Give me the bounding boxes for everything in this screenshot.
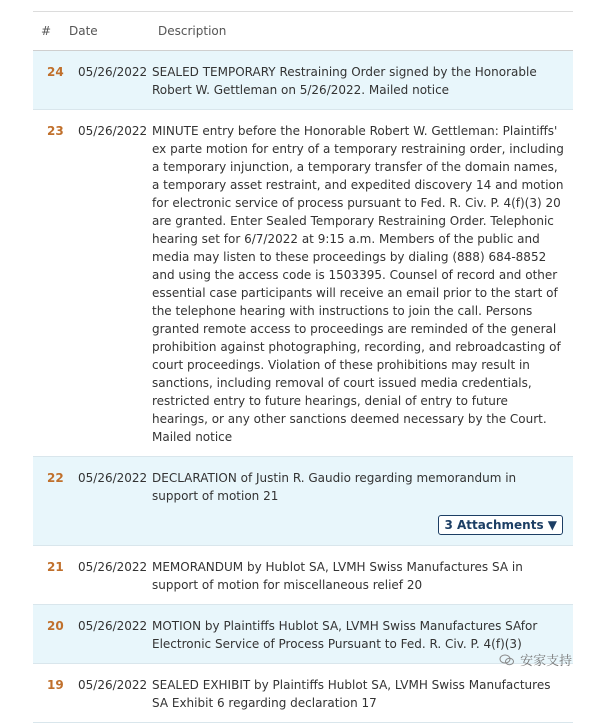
entry-date: 05/26/2022 bbox=[78, 678, 148, 692]
entry-date: 05/26/2022 bbox=[78, 124, 148, 138]
docket-table bbox=[33, 11, 573, 723]
watermark bbox=[500, 650, 572, 669]
entry-number[interactable]: 20 bbox=[47, 619, 64, 633]
entry-number[interactable]: 21 bbox=[47, 560, 64, 574]
entry-number[interactable]: 24 bbox=[47, 65, 64, 79]
entry-number[interactable]: 19 bbox=[47, 678, 64, 692]
entry-number[interactable]: 22 bbox=[47, 471, 64, 485]
entry-number[interactable]: 23 bbox=[47, 124, 64, 138]
table-row bbox=[33, 51, 573, 110]
entry-description: MINUTE entry before the Honorable Robert W. Gettleman: Plaintiffs' ex parte motion for entry of a temporary restraining order, including a temporary injunction, a temporary transfer of the domain names, a temporary asset restraint, and expedited discovery 14 and motion for electronic service of process pursuant to Fed. R. Civ. P. 4(f)(3) 20 are granted. Enter Sealed Temporary Restraining Order. Telephonic hearing set for 6/7/2022 at 9:15 a.m. Members of the public and media may listen to these proceedings by dialing (888) 684-8852 and using the access code is 1503395. Counsel of record and other essential case participants will receive an email prior to the start of the telephone hearing with instructions to join the call. Persons granted remote access to proceedings are reminded of the general prohibition against photographing, recording, and rebroadcasting of court proceedings. Violation of these prohibitions may result in sanctions, including removal of court issued media credentials, restricted entry to future hearings, denial of entry to future hearings, or any other sanctions deemed necessary by the Court. Mailed notice bbox=[152, 124, 564, 444]
entry-date: 05/26/2022 bbox=[78, 471, 148, 485]
table-header bbox=[33, 12, 573, 51]
entry-description: SEALED TEMPORARY Restraining Order signed by the Honorable Robert W. Gettleman on 5/26/2022. Mailed notice bbox=[152, 65, 537, 97]
header-description: Description bbox=[158, 24, 227, 38]
attachments-container bbox=[33, 515, 573, 545]
entry-description: MEMORANDUM by Hublot SA, LVMH Swiss Manufactures SA in support of motion for miscellaneous relief 20 bbox=[152, 560, 523, 592]
table-row bbox=[33, 457, 573, 546]
table-row bbox=[33, 110, 573, 457]
entry-date: 05/26/2022 bbox=[78, 65, 148, 79]
table-row bbox=[33, 546, 573, 605]
table-row bbox=[33, 605, 573, 664]
entry-description: SEALED EXHIBIT by Plaintiffs Hublot SA, LVMH Swiss Manufactures SA Exhibit 6 regarding declaration 17 bbox=[152, 678, 551, 710]
wechat-icon bbox=[500, 654, 514, 666]
entry-date: 05/26/2022 bbox=[78, 619, 148, 633]
watermark-text: 安家支持 bbox=[520, 654, 573, 669]
entry-description: MOTION by Plaintiffs Hublot SA, LVMH Swiss Manufactures SAfor Electronic Service of Process Pursuant to Fed. R. Civ. P. 4(f)(3) bbox=[152, 619, 538, 651]
header-number: # bbox=[41, 24, 52, 38]
entry-date: 05/26/2022 bbox=[78, 560, 148, 574]
table-row bbox=[33, 664, 573, 723]
attachments-toggle-button[interactable]: 3 Attachments ▼ bbox=[438, 515, 563, 535]
entry-description: DECLARATION of Justin R. Gaudio regarding memorandum in support of motion 21 bbox=[152, 471, 517, 503]
header-date: Date bbox=[69, 24, 98, 38]
